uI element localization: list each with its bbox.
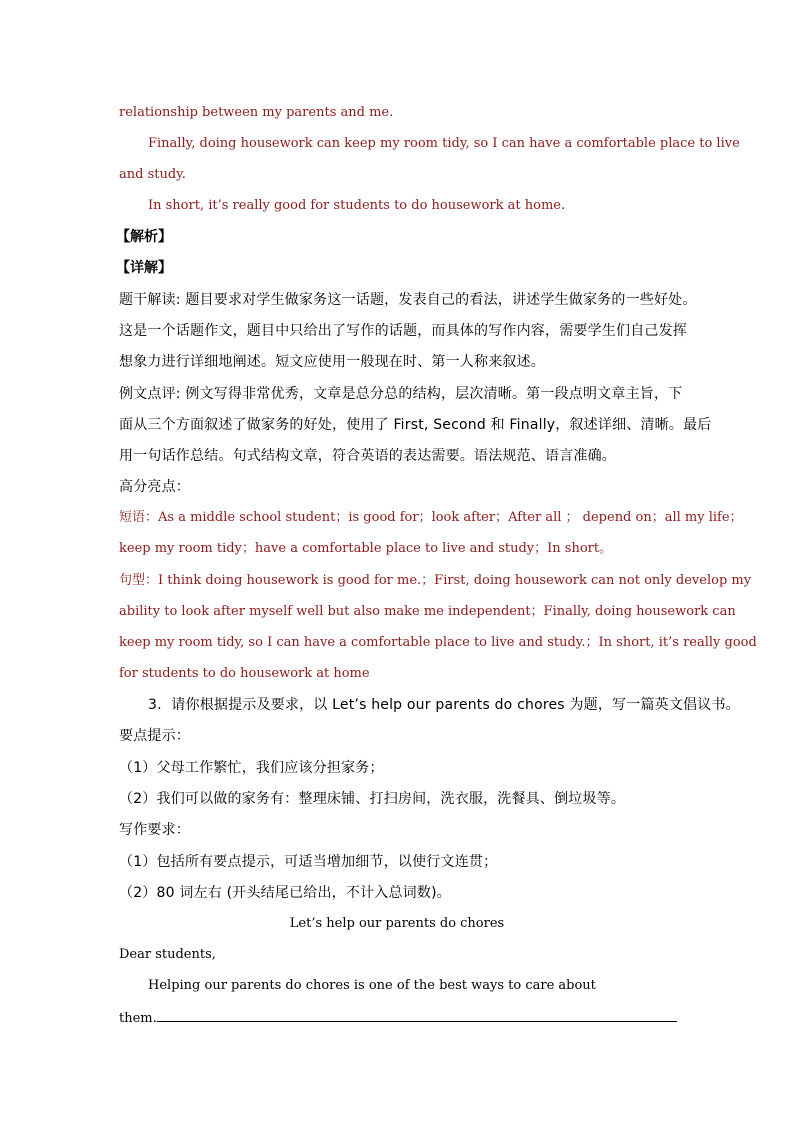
writing-blank[interactable] [157,1008,677,1022]
requirement-1: （1）包括所有要点提示，可适当增加细节，以使行文连贯； [119,854,498,870]
duanyu-line-2: keep my room tidy；have a comfortable place to live and study；In short。 [119,541,613,556]
xiezuo-label: 写作要求： [119,822,190,838]
juxing-line-2: ability to look after myself well but also make me independent；Finally, doing housework can [119,604,736,619]
essay-line-2: Finally, doing housework can keep my room tidy, so I can have a comfortable place to live [148,136,740,151]
point-2: （2）我们可以做的家务有：整理床铺、打扫房间，洗衣服，洗餐具、倒垃圾等。 [119,791,626,807]
gaofen-label: 高分亮点： [119,479,190,495]
point-1: （1）父母工作繁忙，我们应该分担家务； [119,760,384,776]
tigan-line-1: 题干解读: 题目要求对学生做家务这一话题，发表自己的看法，讲述学生做家务的一些好处。 [119,292,697,308]
duanyu-line-1: 短语：As a middle school student；is good for；look after；After all ； depend on；all my life； [119,510,743,525]
them-text: them. [119,1011,157,1026]
requirement-2: （2）80 词左右 (开头结尾已给出，不计入总词数)。 [119,885,451,901]
essay-line-3: and study. [119,167,186,182]
answer-line [119,1008,677,1028]
liwen-line-1: 例文点评: 例文写得非常优秀，文章是总分总的结构，层次清晰。第一段点明文章主旨，下 [119,386,683,402]
juxing-line-1: 句型：I think doing housework is good for me.；First, doing housework can not only develop my [119,573,752,588]
heading-jiexi: 【解析】 [116,229,172,245]
tigan-line-3: 想象力进行详细地阐述。短文应使用一般现在时、第一人称来叙述。 [119,354,545,370]
essay-line-4: In short, it’s really good for students to do housework at home. [148,198,566,213]
juxing-line-3: keep my room tidy, so I can have a comfortable place to live and study.；In short, it’s really good [119,635,757,650]
task3-prompt: 3．请你根据提示及要求，以 Let’s help our parents do chores 为题，写一篇英文倡议书。 [148,697,740,713]
essay-line-1: relationship between my parents and me. [119,105,394,120]
greeting: Dear students, [119,947,216,962]
yaodian-label: 要点提示： [119,728,190,744]
heading-xiangjie: 【详解】 [116,260,172,276]
opening-sentence: Helping our parents do chores is one of the best ways to care about [148,978,596,993]
essay-title: Let’s help our parents do chores [289,916,505,931]
tigan-line-2: 这是一个话题作文，题目中只给出了写作的话题，而具体的写作内容，需要学生们自己发挥 [119,323,687,339]
juxing-line-4: for students to do housework at home [119,666,370,681]
liwen-line-2: 面从三个方面叙述了做家务的好处，使用了 First, Second 和 Finally，叙述详细、清晰。最后 [119,417,712,433]
liwen-line-3: 用一句话作总结。句式结构文章，符合英语的表达需要。语法规范、语言准确。 [119,448,616,464]
